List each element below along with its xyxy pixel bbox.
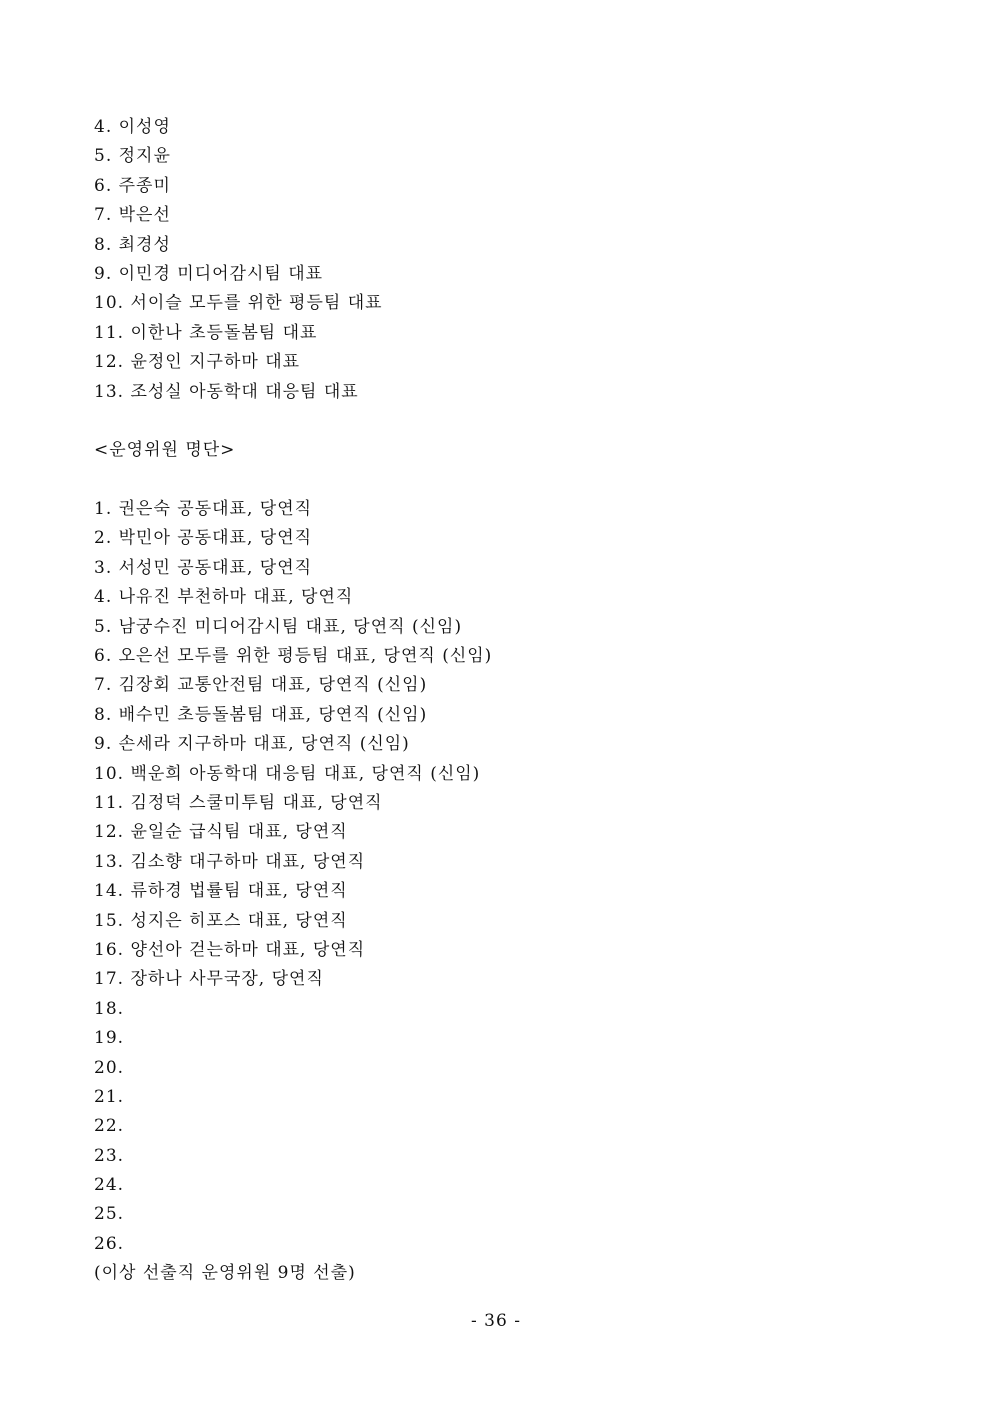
- list-item: 11. 이한나 초등돌봄팀 대표: [94, 322, 318, 343]
- list-item: 5. 남궁수진 미디어감시팀 대표, 당연직 (신임): [94, 616, 463, 637]
- list-item: 9. 이민경 미디어감시팀 대표: [94, 263, 324, 284]
- list-item: 22.: [94, 1116, 125, 1137]
- list-item: 8. 최경성: [94, 234, 171, 255]
- list-item: 10. 백운희 아동학대 대응팀 대표, 당연직 (신임): [94, 763, 481, 784]
- page-number: - 36 -: [471, 1311, 521, 1331]
- list-item: 24.: [94, 1175, 125, 1196]
- committee-list: [94, 495, 914, 1259]
- list-item: 17. 장하나 사무국장, 당연직: [94, 969, 324, 990]
- blank-line: [94, 407, 914, 436]
- blank-line: [94, 466, 914, 495]
- list-item: 20.: [94, 1057, 125, 1078]
- list-item: 9. 손세라 지구하마 대표, 당연직 (신임): [94, 734, 410, 755]
- list-item: 26.: [94, 1233, 125, 1254]
- list-item: 13. 조성실 아동학대 대응팀 대표: [94, 381, 359, 402]
- list-item: 12. 윤정인 지구하마 대표: [94, 352, 301, 373]
- list-item: 25.: [94, 1204, 125, 1225]
- list-item: 7. 김장회 교통안전팀 대표, 당연직 (신임): [94, 675, 428, 696]
- list-item: 15. 성지은 히포스 대표, 당연직: [94, 910, 348, 931]
- list-item: 16. 양선아 걷는하마 대표, 당연직: [94, 939, 366, 960]
- list-item: 2. 박민아 공동대표, 당연직: [94, 528, 313, 549]
- list-item: 8. 배수민 초등돌봄팀 대표, 당연직 (신임): [94, 704, 428, 725]
- list-item: 5. 정지윤: [94, 146, 171, 167]
- list-item: 6. 주종미: [94, 175, 171, 196]
- list-item: 11. 김정덕 스쿨미투팀 대표, 당연직: [94, 792, 383, 813]
- list-item: 7. 박은선: [94, 205, 171, 226]
- section-heading: <운영위원 명단>: [94, 440, 236, 461]
- list-item: 10. 서이슬 모두를 위한 평등팀 대표: [94, 293, 383, 314]
- list-item: 1. 권은숙 공동대표, 당연직: [94, 499, 313, 520]
- list-item: 23.: [94, 1145, 125, 1166]
- list-continued: [94, 113, 914, 407]
- list-item: 4. 이성영: [94, 117, 171, 137]
- list-item: 3. 서성민 공동대표, 당연직: [94, 557, 313, 578]
- list-item: 12. 윤일순 급식팀 대표, 당연직: [94, 822, 348, 843]
- list-item: 21.: [94, 1086, 125, 1107]
- closing-note: (이상 선출직 운영위원 9명 선출): [94, 1263, 356, 1284]
- list-item: 19.: [94, 1028, 125, 1049]
- page-content: [94, 113, 914, 1289]
- list-item: 14. 류하경 법률팀 대표, 당연직: [94, 881, 348, 902]
- list-item: 4. 나유진 부천하마 대표, 당연직: [94, 587, 354, 608]
- list-item: 18.: [94, 998, 125, 1019]
- list-item: 13. 김소향 대구하마 대표, 당연직: [94, 851, 366, 872]
- list-item: 6. 오은선 모두를 위한 평등팀 대표, 당연직 (신임): [94, 646, 493, 667]
